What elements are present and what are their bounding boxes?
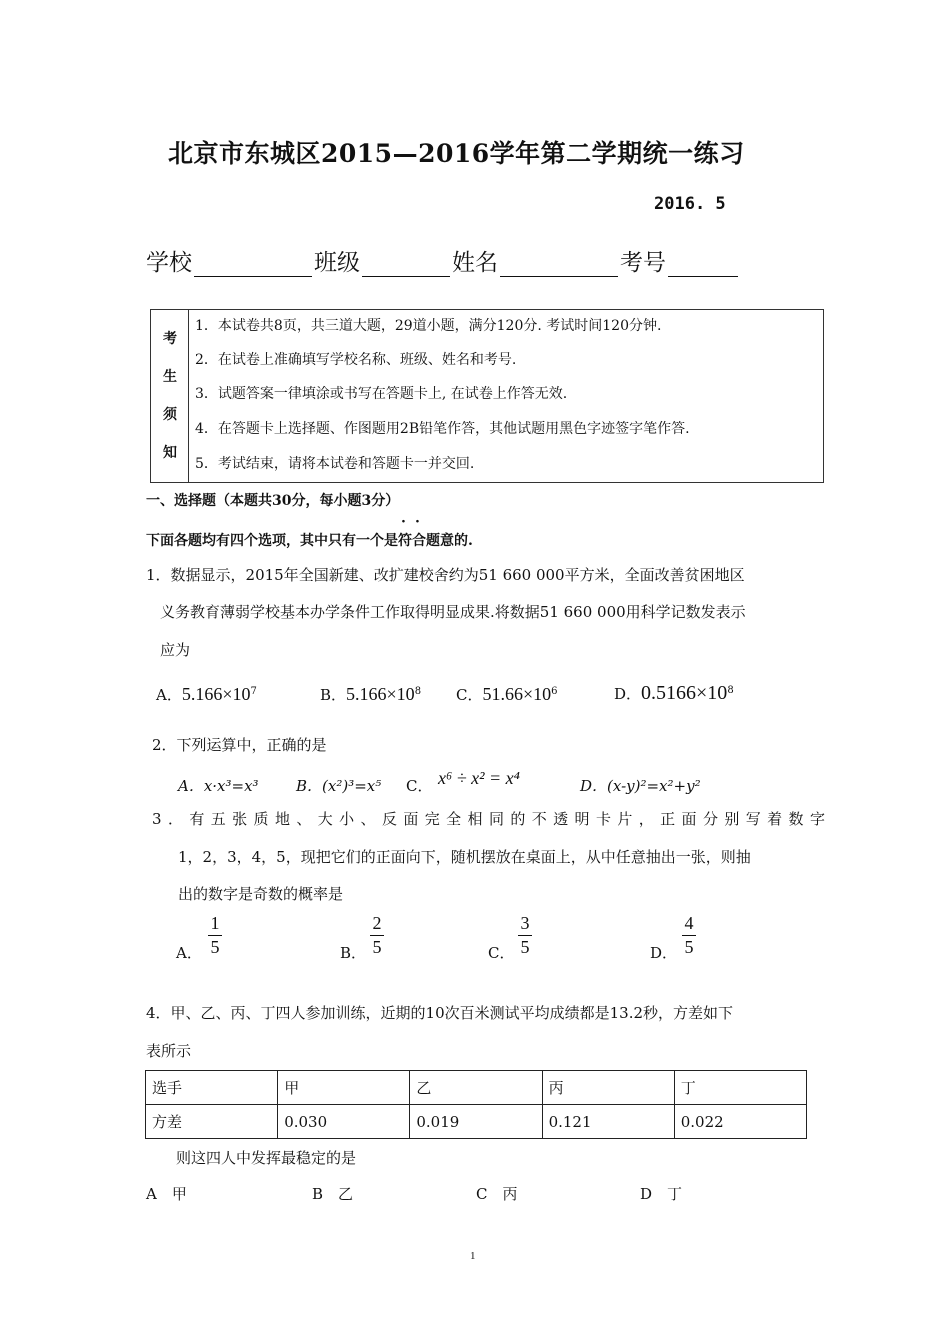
table-cell: 甲	[278, 1071, 410, 1105]
q4-option-d[interactable]: D 丁	[640, 1185, 683, 1203]
option-label: D．	[614, 685, 642, 703]
notice-side-label	[151, 310, 189, 482]
notice-item: 5．考试结束，请将本试卷和答题卡一并交回.	[195, 456, 475, 472]
exam-number-blank[interactable]	[668, 252, 738, 277]
q3-option-a-label[interactable]: A．	[176, 944, 202, 962]
table-cell: 方差	[146, 1105, 278, 1139]
option-label: B．	[320, 686, 347, 704]
question-3-line: 1，2，3，4，5，现把它们的正面向下，随机摆放在桌面上，从中任意抽出一张，则抽	[178, 848, 751, 866]
option-label: A．	[156, 686, 182, 704]
notice-side-char: 考	[163, 331, 177, 347]
question-1-line: 义务教育薄弱学校基本办学条件工作取得明显成果.将数据51 660 000用科学记数发表示	[160, 603, 746, 621]
option-exponent: 8	[727, 685, 734, 696]
page-number: 1	[470, 1250, 476, 1262]
notice-item: 1．本试卷共8页，共三道大题，29道小题，满分120分. 考试时间120分钟.	[195, 318, 662, 334]
question-4-prompt: 则这四人中发挥最稳定的是	[176, 1149, 357, 1167]
school-blank[interactable]	[194, 252, 312, 277]
question-1-line: 1．数据显示，2015年全国新建、改扩建校舍约为51 660 000平方米，全面改善贫困地区	[146, 566, 745, 584]
option-math: 5.166×10	[181, 684, 251, 704]
section-heading: 一、选择题（本题共30分，每小题3分）	[146, 493, 400, 509]
school-label: 学校	[146, 250, 192, 276]
option-math: 0.5166×10	[641, 682, 728, 704]
name-blank[interactable]	[500, 252, 618, 277]
q1-option-c[interactable]	[456, 684, 558, 705]
table-cell: 0.022	[674, 1105, 806, 1139]
table-cell: 丙	[542, 1071, 674, 1105]
q4-option-c[interactable]: C 丙	[476, 1185, 518, 1203]
fraction-bar	[208, 935, 222, 936]
emphasis-dot: ·	[415, 514, 420, 530]
q2-option-a[interactable]: A．x·x³=x³	[178, 777, 259, 795]
exam-date: 2016. 5	[654, 194, 726, 214]
question-3-line: 3．有五张质地、大小、反面完全相同的不透明卡片，正面分别写着数字	[152, 810, 832, 828]
q3-option-a-fraction	[208, 913, 222, 958]
q2-option-b[interactable]: B．(x²)³=x⁵	[296, 777, 382, 795]
student-info-line	[146, 244, 740, 277]
table-cell: 0.019	[410, 1105, 542, 1139]
q3-option-b-fraction	[370, 913, 384, 958]
exam-notice-box	[150, 309, 824, 483]
option-exponent: 6	[551, 686, 558, 697]
emphasis-dot: ·	[401, 514, 406, 530]
fraction-denominator: 5	[520, 937, 530, 957]
q1-option-b[interactable]	[320, 684, 421, 705]
q3-option-c-label[interactable]: C．	[488, 944, 515, 962]
table-cell: 乙	[410, 1071, 542, 1105]
page-title: 北京市东城区2015—2016学年第二学期统一练习	[168, 139, 745, 168]
class-label: 班级	[314, 250, 360, 276]
question-2-stem: 2．下列运算中，正确的是	[152, 736, 327, 754]
q2-option-c[interactable]	[406, 775, 432, 796]
table-cell: 选手	[146, 1071, 278, 1105]
fraction-bar	[682, 935, 696, 936]
fraction-numerator: 3	[520, 913, 530, 933]
notice-side-char: 知	[163, 445, 177, 461]
name-label: 姓名	[452, 250, 498, 276]
fraction-bar	[518, 935, 532, 936]
fraction-numerator: 2	[372, 913, 382, 933]
notice-side-char: 须	[163, 407, 177, 423]
option-math: 5.166×10	[346, 684, 415, 704]
q4-option-a[interactable]: A 甲	[146, 1185, 187, 1203]
table-cell: 丁	[674, 1071, 806, 1105]
question-1-line: 应为	[160, 641, 191, 659]
option-math: 51.66×10	[482, 684, 552, 704]
table-row	[146, 1105, 807, 1139]
question-3-line: 出的数字是奇数的概率是	[178, 885, 344, 903]
exam-number-label: 考号	[620, 250, 666, 276]
question-4-line: 4．甲、乙、丙、丁四人参加训练，近期的10次百米测试平均成绩都是13.2秒，方差如下	[146, 1004, 734, 1022]
fraction-numerator: 4	[684, 913, 694, 933]
notice-item: 4．在答题卡上选择题、作图题用2B铅笔作答，其他试题用黑色字迹签字笔作答.	[195, 421, 690, 437]
question-4-line: 表所示	[146, 1042, 192, 1060]
fraction-numerator: 1	[210, 913, 220, 933]
q4-option-b[interactable]: B 乙	[312, 1185, 354, 1203]
q3-option-c-fraction	[518, 913, 532, 958]
table-row	[146, 1071, 807, 1105]
q1-option-a[interactable]	[156, 684, 257, 705]
variance-table	[145, 1070, 807, 1139]
fraction-denominator: 5	[372, 937, 382, 957]
section-instruction: 下面各题均有四个选项，其中只有一个是符合题意的.	[146, 533, 473, 549]
fraction-bar	[370, 935, 384, 936]
notice-item: 3．试题答案一律填涂或书写在答题卡上, 在试卷上作答无效.	[195, 386, 568, 402]
notice-item: 2．在试卷上准确填写学校名称、班级、姓名和考号.	[195, 352, 517, 368]
q3-option-d-label[interactable]: D．	[650, 944, 678, 962]
class-blank[interactable]	[362, 252, 450, 277]
table-cell: 0.030	[278, 1105, 410, 1139]
q3-option-b-label[interactable]: B．	[340, 944, 367, 962]
q2-option-c-math: x⁶ ÷ x² = x⁴	[438, 768, 520, 788]
option-label: C．	[456, 686, 483, 704]
notice-side-char: 生	[163, 369, 177, 385]
table-cell: 0.121	[542, 1105, 674, 1139]
option-label: C．	[406, 777, 433, 795]
fraction-denominator: 5	[210, 937, 220, 957]
q1-option-d[interactable]	[614, 682, 734, 705]
q3-option-d-fraction	[682, 913, 696, 958]
fraction-denominator: 5	[684, 937, 694, 957]
option-exponent: 7	[250, 686, 257, 697]
option-exponent: 8	[414, 686, 422, 697]
q2-option-d[interactable]: D．(x-y)²=x²+y²	[580, 777, 701, 795]
